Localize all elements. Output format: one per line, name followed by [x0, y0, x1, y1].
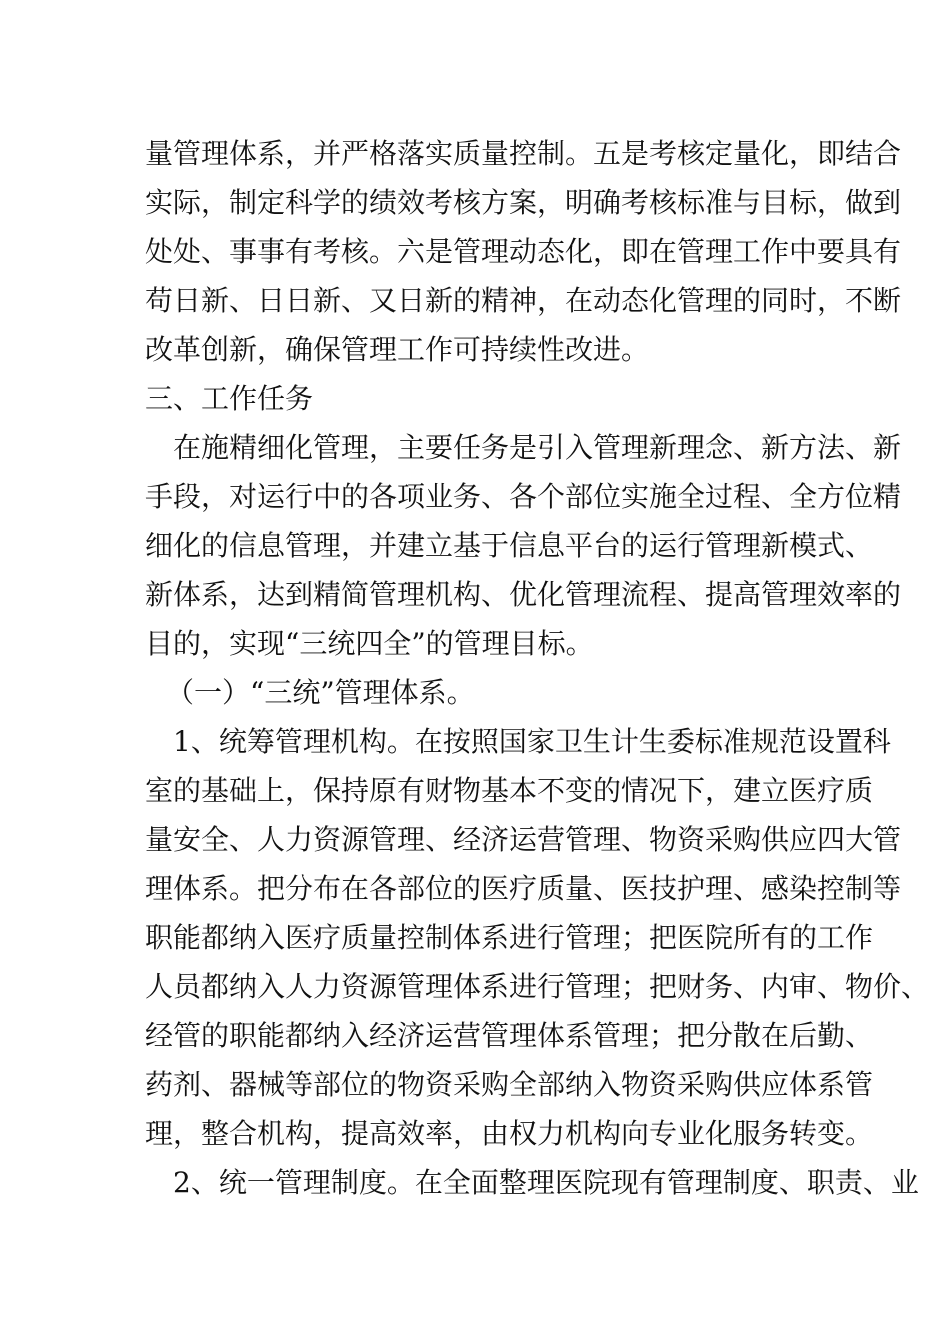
text-line: 苟日新、日日新、又日新的精神，在动态化管理的同时，不断: [145, 284, 902, 317]
text-line: 室的基础上，保持原有财物基本不变的情况下，建立医疗质: [145, 774, 874, 807]
text-line: 手段，对运行中的各项业务、各个部位实施全过程、全方位精: [145, 480, 902, 513]
text-line: 理，整合机构，提高效率，由权力机构向专业化服务转变。: [145, 1117, 874, 1150]
text-line: 药剂、器械等部位的物资采购全部纳入物资采购供应体系管: [145, 1068, 874, 1101]
text-line: 经管的职能都纳入经济运营管理体系管理；把分散在后勤、: [145, 1019, 874, 1052]
text-line: 改革创新，确保管理工作可持续性改进。: [145, 333, 650, 366]
text-line: 人员都纳入人力资源管理体系进行管理；把财务、内审、物价、: [145, 970, 930, 1003]
text-line: 新体系，达到精简管理机构、优化管理流程、提高管理效率的: [145, 578, 902, 611]
text-line: 实际，制定科学的绩效考核方案，明确考核标准与目标，做到: [145, 186, 902, 219]
text-line: 目的，实现“三统四全”的管理目标。: [145, 627, 594, 660]
text-line: 1、统筹管理机构。在按照国家卫生计生委标准规范设置科: [173, 725, 891, 758]
text-line: 理体系。把分布在各部位的医疗质量、医技护理、感染控制等: [145, 872, 902, 905]
text-line: 处处、事事有考核。六是管理动态化，即在管理工作中要具有: [145, 235, 902, 268]
text-line: 细化的信息管理，并建立基于信息平台的运行管理新模式、: [145, 529, 874, 562]
subsection-heading: （一）“三统”管理体系。: [166, 676, 475, 709]
text-line: 量管理体系，并严格落实质量控制。五是考核定量化，即结合: [145, 137, 902, 170]
text-line: 2、统一管理制度。在全面整理医院现有管理制度、职责、业: [173, 1166, 919, 1199]
text-line: 职能都纳入医疗质量控制体系进行管理；把医院所有的工作: [145, 921, 874, 954]
text-line: 量安全、人力资源管理、经济运营管理、物资采购供应四大管: [145, 823, 902, 856]
section-heading: 三、工作任务: [145, 382, 314, 415]
text-line: 在施精细化管理，主要任务是引入管理新理念、新方法、新: [173, 431, 902, 464]
